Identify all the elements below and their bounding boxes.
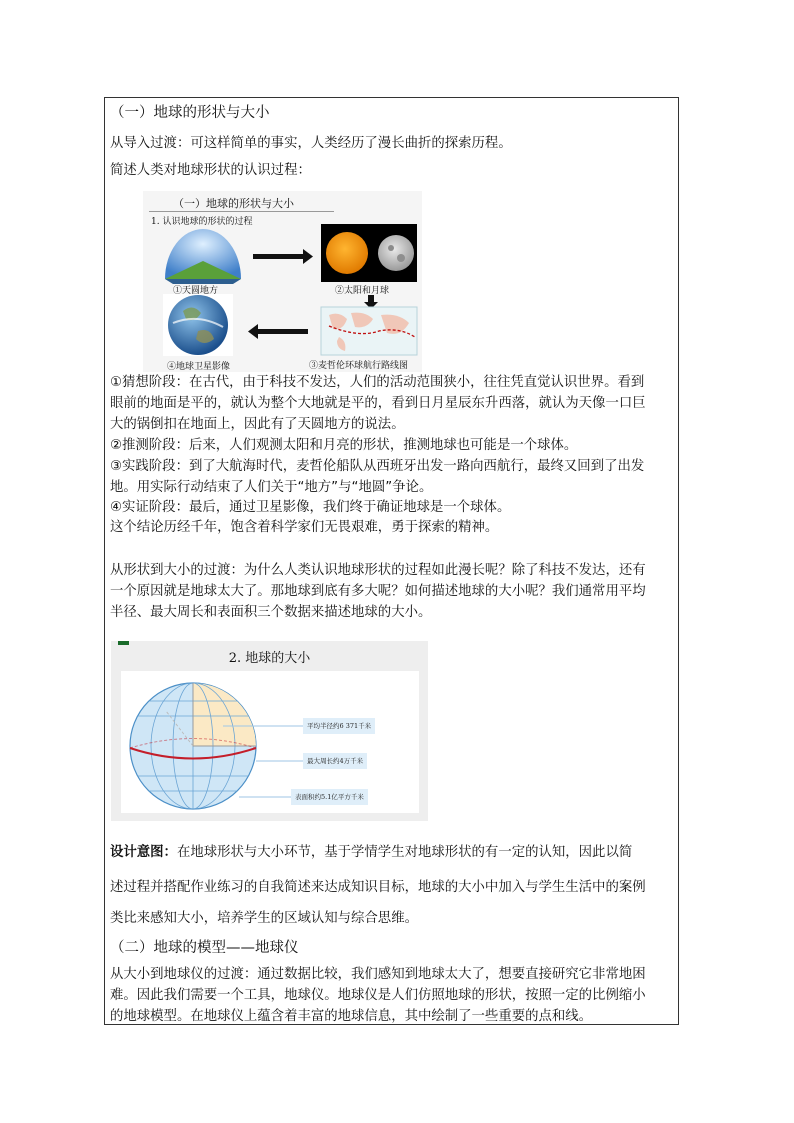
caption-satellite: ④地球卫星影像 [167, 362, 231, 372]
stage-text-line: 地。用实际行动结束了人们关于“地方”与“地圆”争论。 [110, 480, 433, 495]
design-intent-label: 设计意图： [110, 845, 177, 860]
stage-text-line: ②推测阶段：后来，人们观测太阳和月亮的形状，推测地球也可能是一个球体。 [110, 438, 578, 453]
design-intent-line: 设计意图：在地球形状与大小环节，基于学情学生对地球形状的有一定的认知，因此以简 [110, 845, 633, 860]
design-intent-line: 述过程并搭配作业练习的自我简述来达成知识目标，地球的大小中加入与学生生活中的案例 [110, 880, 646, 895]
figure-earth-size [111, 641, 428, 821]
stage-text-line: ③实践阶段：到了大航海时代，麦哲伦船队从西班牙出发一路向西航行，最终又回到了出发 [110, 459, 645, 474]
section2-heading: （二）地球的模型——地球仪 [110, 940, 299, 956]
globe-illustration [121, 671, 419, 813]
globe-text-line: 从大小到地球仪的过渡：通过数据比较，我们感知到地球太大了，想要直接研究它非常地困 [110, 967, 646, 982]
label-surface-area: 表面积约5.1亿平方千米 [291, 789, 368, 805]
figure2-title: 2. 地球的大小 [228, 651, 311, 666]
figure1-title: （一）地球的形状与大小 [173, 197, 294, 210]
design-intent-line: 类比来感知大小，培养学生的区域认知与综合思维。 [110, 911, 418, 926]
caption-dome: ①天圆地方 [173, 286, 219, 296]
intro-line: 从导入过渡：可这样简单的事实，人类经历了漫长曲折的探索历程。 [110, 136, 512, 151]
transition-line: 从形状到大小的过渡：为什么人类认识地球形状的过程如此漫长呢？除了科技不发达，还有 [110, 563, 646, 578]
globe-text-line: 难。因此我们需要一个工具，地球仪。地球仪是人们仿照地球的形状，按照一定的比例缩小 [110, 988, 646, 1003]
sun-moon-image [321, 224, 417, 282]
stage-text-line: 大的锅倒扣在地面上，因此有了天圆地方的说法。 [110, 417, 405, 432]
caption-sun-moon: ②太阳和月球 [335, 286, 390, 296]
decor-mark [118, 641, 129, 645]
magellan-route-map [321, 307, 417, 355]
stage-text-line: 眼前的地面是平的，就认为整个大地就是平的，看到日月星辰东升西落，就认为天像一口巨 [110, 396, 646, 411]
earth-satellite-image [163, 294, 233, 356]
stage-text-line: ④实证阶段：最后，通过卫星影像，我们终于确证地球是一个球体。 [110, 500, 511, 515]
dome-image [165, 229, 241, 284]
section1-heading: （一）地球的形状与大小 [110, 105, 270, 121]
globe-text-line: 的地球模型。在地球仪上蕴含着丰富的地球信息，其中绘制了一些重要的点和线。 [110, 1009, 593, 1024]
arrow-right-icon [253, 249, 313, 264]
arrow-left-icon [248, 324, 308, 339]
transition-line: 一个原因就是地球太大了。那地球到底有多大呢？如何描述地球的大小呢？我们通常用平均 [110, 584, 646, 599]
figure-shape-history [143, 191, 422, 372]
figure1-illustrations [143, 191, 422, 372]
summary-line: 简述人类对地球形状的认识过程： [110, 163, 311, 178]
caption-magellan: ③麦哲伦环球航行路线图 [309, 361, 409, 371]
stage-text-line: ①猜想阶段：在古代，由于科技不发达，人们的活动范围狭小，往往凭直觉认识世界。看到 [110, 375, 645, 390]
figure1-subtitle: 1. 认识地球的形状的过程 [151, 217, 253, 227]
stage-text-line: 这个结论历经千年，饱含着科学家们无畏艰难，勇于探索的精神。 [110, 520, 499, 535]
label-radius: 平均半径约6 371千米 [303, 718, 375, 734]
label-circumference: 最大周长约4万千米 [303, 753, 367, 769]
transition-line: 半径、最大周长和表面积三个数据来描述地球的大小。 [110, 605, 432, 620]
